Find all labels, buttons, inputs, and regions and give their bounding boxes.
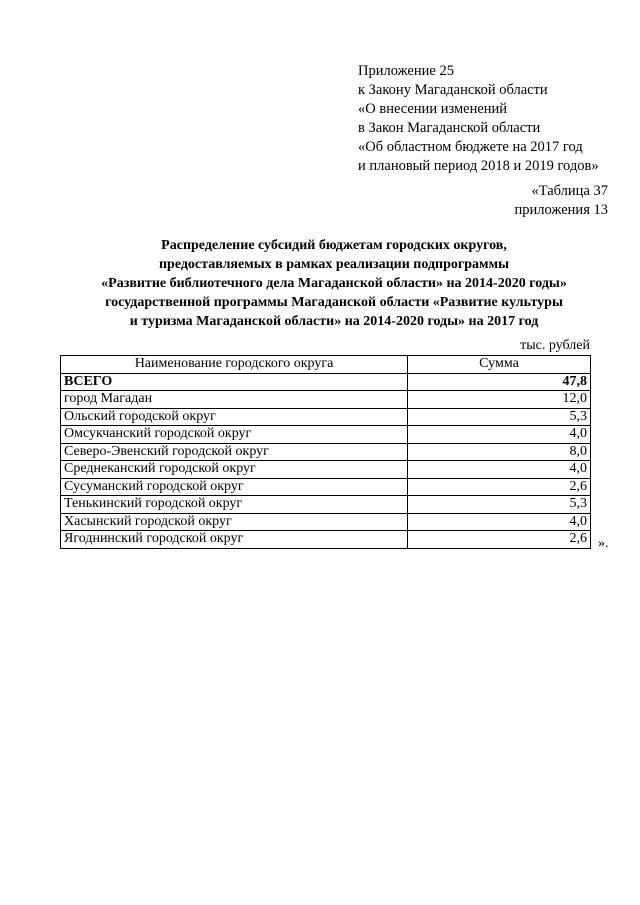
closing-quote-mark: ». bbox=[598, 536, 609, 551]
district-name: Сусуманский городской округ bbox=[61, 478, 408, 496]
total-row bbox=[61, 373, 591, 391]
district-amount: 2,6 bbox=[408, 531, 591, 549]
district-name: Тенькинский городской округ bbox=[61, 496, 408, 514]
district-name: Среднеканский городской округ bbox=[61, 461, 408, 479]
total-label: ВСЕГО bbox=[61, 373, 408, 391]
title-line: «Развитие библиотечного дела Магаданской области» на 2014-2020 годы» bbox=[101, 276, 567, 291]
appendix-line: в Закон Магаданской области bbox=[358, 120, 541, 136]
district-name: Хасынский городской округ bbox=[61, 513, 408, 531]
district-amount: 12,0 bbox=[408, 391, 591, 409]
total-amount: 47,8 bbox=[408, 373, 591, 391]
appendix-line: «О внесении изменений bbox=[358, 101, 508, 117]
title-line: Распределение субсидий бюджетам городских округов, bbox=[161, 238, 507, 253]
district-name: Ольский городской округ bbox=[61, 408, 408, 426]
district-amount: 5,3 bbox=[408, 408, 591, 426]
district-amount: 5,3 bbox=[408, 496, 591, 514]
document-title bbox=[60, 236, 608, 331]
appendix-line: Приложение 25 bbox=[358, 63, 454, 79]
table-row bbox=[61, 443, 591, 461]
table-row bbox=[61, 408, 591, 426]
district-amount: 8,0 bbox=[408, 443, 591, 461]
district-amount: 2,6 bbox=[408, 478, 591, 496]
table-row bbox=[61, 478, 591, 496]
appendix-line: и плановый период 2018 и 2019 годов» bbox=[358, 158, 599, 174]
table-row bbox=[61, 426, 591, 444]
distribution-table bbox=[60, 355, 591, 549]
district-name: Омсукчанский городской округ bbox=[61, 426, 408, 444]
units-label: тыс. рублей bbox=[520, 338, 590, 353]
appendix-line: «Об областном бюджете на 2017 год bbox=[358, 139, 583, 155]
appendix-line: к Закону Магаданской области bbox=[358, 82, 548, 98]
district-name: город Магадан bbox=[61, 391, 408, 409]
title-line: государственной программы Магаданской области «Развитие культуры bbox=[105, 295, 563, 310]
table-row bbox=[61, 461, 591, 479]
title-line: и туризма Магаданской области» на 2014-2020 годы» на 2017 год bbox=[129, 314, 539, 329]
table-reference-line: приложения 13 bbox=[514, 202, 608, 218]
table-row bbox=[61, 531, 591, 549]
district-name: Северо-Эвенский городской округ bbox=[61, 443, 408, 461]
district-name: Ягоднинский городской округ bbox=[61, 531, 408, 549]
column-header-amount: Сумма bbox=[408, 356, 591, 374]
title-line: предоставляемых в рамках реализации подпрограммы bbox=[158, 257, 510, 272]
table-row bbox=[61, 391, 591, 409]
table-header-row bbox=[61, 356, 591, 374]
district-amount: 4,0 bbox=[408, 426, 591, 444]
table-reference-line: «Таблица 37 bbox=[531, 183, 608, 199]
table-reference bbox=[515, 182, 608, 220]
district-amount: 4,0 bbox=[408, 513, 591, 531]
column-header-name: Наименование городского округа bbox=[61, 356, 408, 374]
district-amount: 4,0 bbox=[408, 461, 591, 479]
table-row bbox=[61, 513, 591, 531]
appendix-header bbox=[358, 62, 599, 176]
table-row bbox=[61, 496, 591, 514]
